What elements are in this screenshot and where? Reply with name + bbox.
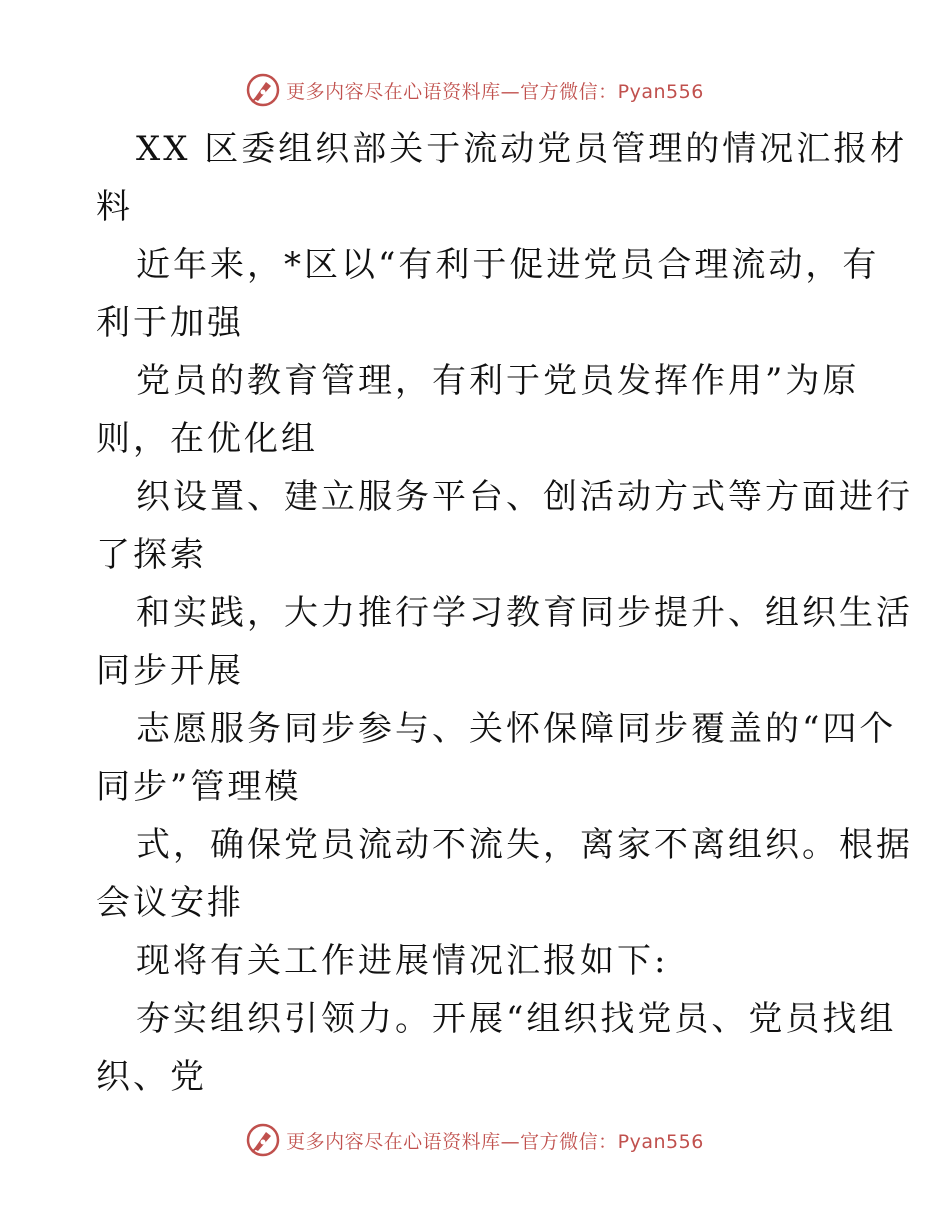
paragraph-line: 织、党 [96, 1057, 207, 1097]
paragraph-line: 近年来，*区以“有利于促进党员合理流动，有 [136, 245, 880, 285]
paragraph-line: 志愿服务同步参与、关怀保障同步覆盖的“四个 [136, 709, 897, 749]
paragraph-line: 党员的教育管理，有利于党员发挥作用”为原 [136, 361, 860, 401]
paragraph-line: 同步”管理模 [96, 767, 302, 807]
paragraph-line: 现将有关工作进展情况汇报如下: [136, 941, 669, 981]
paragraph-line: 会议安排 [96, 883, 244, 923]
paragraph-line: 了探索 [96, 535, 207, 575]
pen-nib-logo-icon [246, 1123, 280, 1157]
document-body [96, 120, 913, 1106]
paragraph-line: 式，确保党员流动不流失，离家不离组织。根据 [136, 825, 913, 865]
paragraph-line: 同步开展 [96, 651, 244, 691]
header-banner-text: 更多内容尽在心语资料库—官方微信：Pyan556 [286, 80, 704, 103]
paragraph-line: 夯实组织引领力。开展“组织找党员、党员找组 [136, 999, 897, 1039]
document-title-line-1: XX 区委组织部关于流动党员管理的情况汇报材 [136, 129, 908, 169]
header-banner [0, 70, 950, 110]
paragraph-line: 织设置、建立服务平台、创活动方式等方面进行 [136, 477, 913, 517]
document-title-line-2: 料 [96, 187, 133, 227]
paragraph-line: 和实践，大力推行学习教育同步提升、组织生活 [136, 593, 913, 633]
pen-nib-logo-icon [246, 73, 280, 107]
footer-banner [0, 1120, 950, 1160]
footer-banner-text: 更多内容尽在心语资料库—官方微信：Pyan556 [286, 1130, 704, 1153]
paragraph-line: 利于加强 [96, 303, 244, 343]
paragraph-line: 则，在优化组 [96, 419, 318, 459]
